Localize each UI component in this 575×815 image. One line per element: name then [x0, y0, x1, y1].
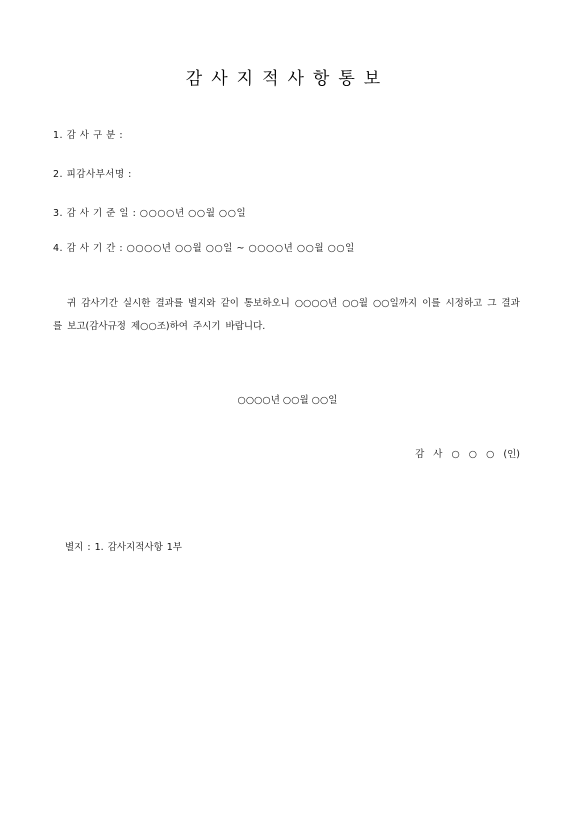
issue-date: ○○○○년 ○○월 ○○일 — [237, 395, 338, 406]
item-audit-period: 4. 감 사 기 간 : ○○○○년 ○○월 ○○일 ~ ○○○○년 ○○월 ○○일 — [53, 243, 355, 254]
attachment-note: 별지 : 1. 감사지적사항 1부 — [65, 542, 182, 553]
item-audited-department: 2. 피감사부서명 : — [53, 169, 132, 180]
document-title: 감사지적사항통보 — [185, 69, 390, 89]
item-audit-reference-date: 3. 감 사 기 준 일 : ○○○○년 ○○월 ○○일 — [53, 208, 247, 219]
notice-body-paragraph: 귀 감사기간 실시한 결과를 별지와 같이 통보하오니 ○○○○년 ○○월 ○○일까지 이를 시정하고 그 결과를 보고(감사규정 제○○조)하여 주시기 바랍니다. — [53, 298, 520, 332]
item-audit-type: 1. 감 사 구 분 : — [53, 130, 124, 141]
auditor-signature: 감 사 ○ ○ ○ (인) — [415, 449, 520, 460]
